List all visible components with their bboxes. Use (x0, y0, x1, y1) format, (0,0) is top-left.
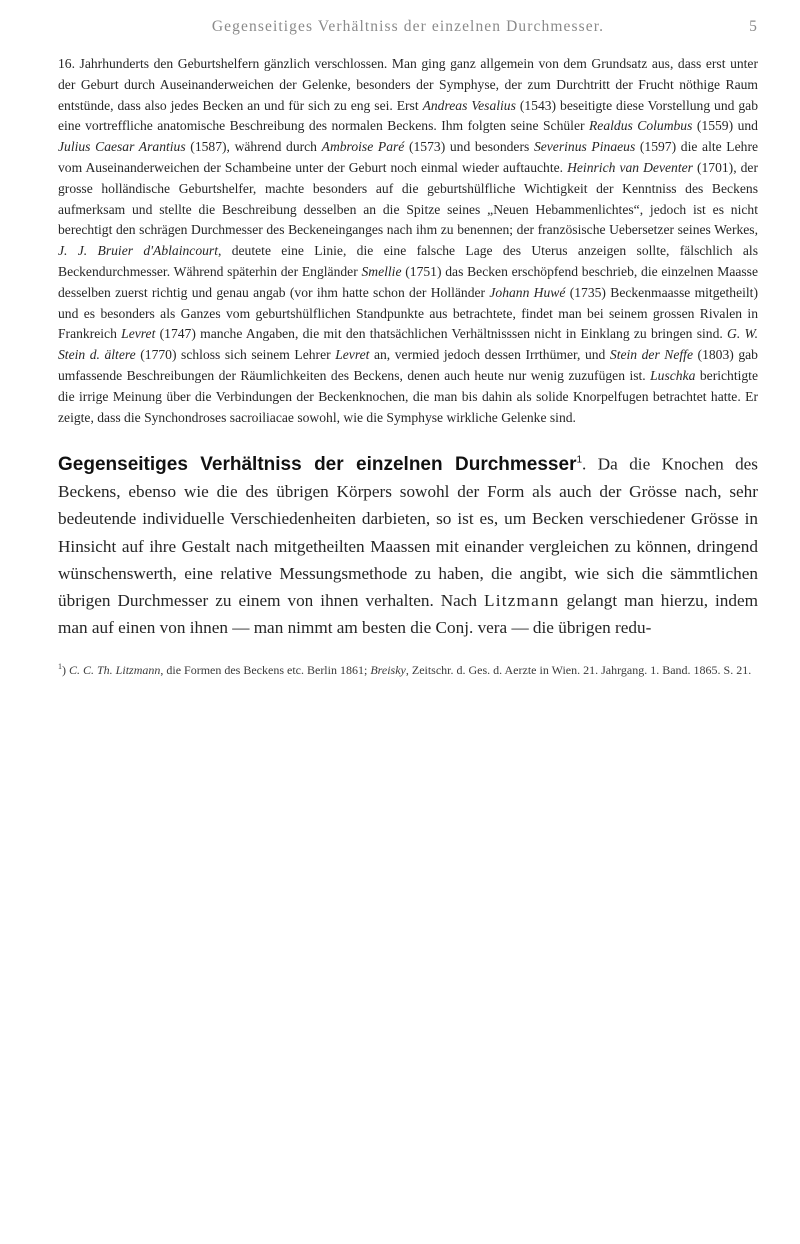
person-name: Julius Caesar Arantius (58, 139, 186, 155)
text-run: , die Formen des Beckens etc. Berlin 1861; (160, 662, 371, 677)
person-name: Smellie (361, 263, 402, 279)
person-name: Stein der Neffe (609, 347, 693, 363)
text-run: (1701), der grosse holländische Geburtshelfer, machte besonders auf die geburtshülfliche Wichtigkeit der Kenntniss des Beckens aufmerksam und stellte die Beschreibung desselben an die Spitze seines „Neuen Hebammenlichtes“, jedoch ist es nicht berechtigt den schrägen Durchmesser des Beckeneinganges nach ihm zu benennen; der französische Uebersetzer seines Werkes, (58, 159, 758, 238)
page-number: 5 (749, 18, 758, 35)
section-heading-text: Gegenseitiges Verhältniss der einzelnen Durchmesser (58, 453, 577, 475)
person-name: Andreas Vesalius (422, 97, 516, 113)
person-name: Realdus Columbus (588, 118, 693, 134)
person-name: Ambroise Paré (321, 139, 405, 155)
footnote-mark: 1 (58, 661, 62, 671)
text-run: (1587), während durch (185, 139, 322, 155)
person-name: G. W. Stein d. ältere (58, 326, 758, 363)
text-run: , deutete eine Linie, die eine falsche Lage des Uterus anzeigen sollte, fälschlich als Beckendurchmesser. Während späterhin der Engländer (58, 243, 759, 279)
document-page (58, 18, 758, 690)
text-run: (1597) die alte Lehre vom Auseinanderweichen der Schambeine unter der Geburt noch einmal wieder auftauchte. (58, 139, 758, 175)
person-name: Levret (335, 347, 370, 363)
text-run: . Da die Knochen des Beckens, ebenso wie die des übrigen Körpers sowohl der Form als auch der Grösse nach, sehr bedeutende individuelle Verschiedenheiten darbieten, so ist es, um Becken verschiedener Grösse in Hinsicht auf ihre Gestalt nach mitgetheilten Maassen mit einander vergleichen zu können, dringend wünschenswerth, eine relative Messungsmethode zu haben, die angibt, wie sich die sämmtlichen übrigen Durchmesser zu einem von ihnen verhalten. Nach (58, 454, 758, 611)
citation-author: C. C. Th. Litzmann (69, 662, 161, 677)
text-run: (1803) gab umfassende Beschreibungen der Räumlichkeiten des Beckens, denen auch heute nur wenig zuzufügen ist. (58, 347, 758, 383)
text-run: (1543) beseitigte diese Vorstellung und gab eine vortreffliche anatomische Beschreibung des normalen Beckens. Ihm folgten seine Schüler (58, 97, 759, 134)
text-run: (1770) schloss sich seinem Lehrer (135, 347, 336, 363)
text-run: (1735) Beckenmaasse mitgetheilt) und es besonders als Ganzes vom geburtshülflichen Standpunkte aus betrachtete, findet man bei seinem grossen Rivalen in Frankreich (58, 284, 758, 342)
text-run: gelangt man hierzu, indem man auf einen von ihnen — man nimmt am besten die Conj. vera — die übrigen redu- (58, 591, 758, 638)
footnote (58, 659, 758, 678)
footnote-reference[interactable]: 1 (576, 454, 583, 466)
history-paragraph (58, 54, 758, 428)
text-run: ) (62, 662, 69, 677)
person-name: J. J. Bruier d'Ablaincourt (58, 243, 218, 259)
section-heading (58, 454, 582, 475)
citation-author: Breisky (370, 662, 406, 677)
section-paragraph (58, 446, 758, 641)
running-header (58, 18, 758, 54)
text-run: (1751) das Becken erschöpfend beschrieb, die einzelnen Maasse desselben zuerst richtig und genau angab (vor ihm hatte schon der Holländer (58, 263, 758, 300)
running-title: Gegenseitiges Verhältniss der einzelnen Durchmesser. (211, 18, 605, 35)
text-run: (1573) und besonders (404, 139, 534, 155)
person-name: Luschka (650, 367, 696, 383)
person-name: Johann Huwé (489, 284, 566, 300)
person-name: Heinrich van Deventer (567, 159, 693, 175)
author-name: Litzmann (484, 591, 560, 611)
person-name: Severinus Pinaeus (533, 139, 636, 155)
text-run: (1747) manche Angaben, die mit den thatsächlichen Verhältnisssen nicht in Einklang zu bringen sind. (155, 326, 728, 342)
text-run: an, vermied jedoch dessen Irrthümer, und (369, 347, 610, 363)
text-run: berichtigte die irrige Meinung über die Verbindungen der Beckenknochen, die man bis dahin als solide Knorpelfugen betrachtet hatte. Er zeigte, dass die Synchondroses sacroiliacae sowohl, wie die Symphyse wirkliche Gelenke sind. (58, 367, 758, 425)
text-run: (1559) und (692, 118, 758, 134)
text-run: , Zeitschr. d. Ges. d. Aerzte in Wien. 21. Jahrgang. 1. Band. 1865. S. 21. (405, 662, 752, 677)
person-name: Levret (121, 326, 156, 342)
text-run: 16. Jahrhunderts den Geburtshelfern gänzlich verschlossen. Man ging ganz allgemein von dem Grundsatz aus, dass erst unter der Geburt durch Auseinanderweichen der Gelenke, besonders der Symphyse, der zum Durchtritt der Frucht nöthige Raum entstünde, dass also jedes Becken an und für sich zu eng sei. Erst (58, 56, 758, 113)
